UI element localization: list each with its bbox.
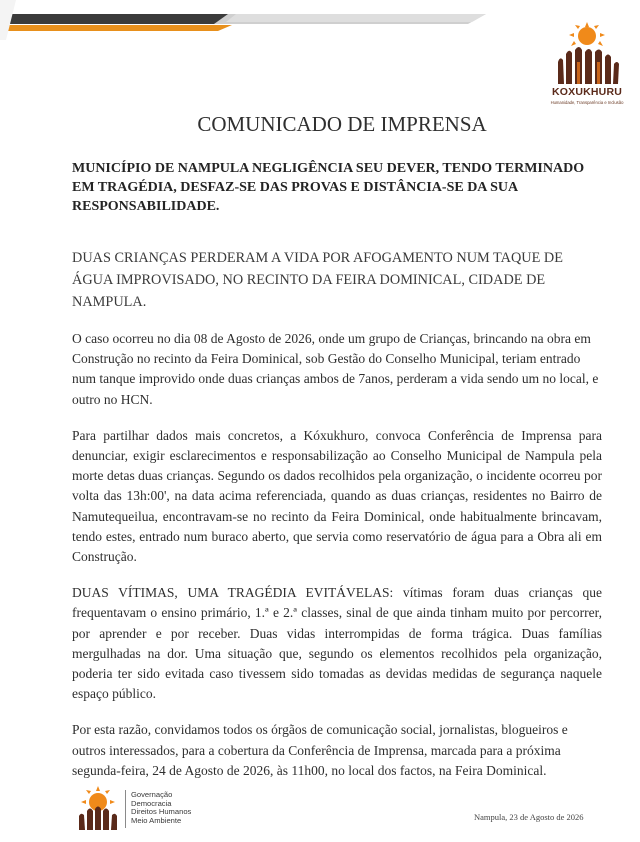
footer-line: Meio Ambiente [131,815,182,825]
org-tagline: Humanidade, Transparência e Inclusão [550,100,624,105]
paragraph-1: O caso ocorreu no dia 08 de Agosto de 2026, onde um grupo de Crianças, brincando na obra em Construção no recinto da Feira Dominical, sob Gestão do Conselho Municipal, teriam entrado num tanque improvido onde duas crianças ambos de 7anos, perderam a vida sendo um no local, e outro no HCN. [72,331,599,407]
header-stripes [0,0,640,40]
footer-line: Governação [131,790,173,799]
page-title: COMUNICADO DE IMPRENSA [197,112,487,136]
org-name: KOXUKHURU [551,86,623,98]
footer-emblem-icon [73,784,123,832]
footer-divider [125,790,126,828]
subheadline: DUAS CRIANÇAS PERDERAM A VIDA POR AFOGAMENTO NUM TAQUE DE ÁGUA IMPROVISADO, NO RECINTO DA FEIRA DOMINICAL, CIDADE DE NAMPULA. [72,250,563,310]
paragraph-2: Para partilhar dados mais concretos, a Kóxukhuro, convoca Conferência de Imprensa para denunciar, exigir esclarecimentos e responsabilização ao Conselho Municipal de Nampula pela morte detas duas crianças. Segundo os dados recolhidos pela organização, o incidente ocorreu por volta das 13h:00', na data acima referenciada, quando as duas crianças, residentes no Bairro de Namutequeilua, encontravam-se no recinto da Feira Dominical, onde habitualmente brincavam, tendo estes, entrado num buraco aberto, que servia como reservatório de água para a Obra ali em Construção. [72,427,602,565]
footer-pillars [131,791,191,825]
footer-line: Direitos Humanos [131,807,192,817]
paragraph-4: Por esta razão, convidamos todos os órgãos de comunicação social, jornalistas, blogueiros e outros interessados, para a cobertura da Conferência de Imprensa, marcada para a próxima segunda-feira, 24 de Agosto de 2026, às 11h00, no local dos factos, na Feira Dominical. [72,722,568,778]
headline: MUNICÍPIO DE NAMPULA NEGLIGÊNCIA SEU DEVER, TENDO TERMINADO EM TRAGÉDIA, DESFAZ-SE DAS PROVAS E DISTÂNCIA-SE DA SUA RESPONSABILIDADE. [72,161,585,214]
footer-line: Democracia [131,798,172,808]
place-date: Nampula, 23 de Agosto de 2026 [474,812,584,822]
paragraph-3: DUAS VÍTIMAS, UMA TRAGÉDIA EVITÁVELAS: vítimas foram duas crianças que frequentavam o ensino primário, 1.ª e 2.ª classes, sinal de que ainda tinham muito por percorrer, por aprender e por receber. Duas vidas interrompidas de forma trágica. Duas famílias mergulhadas na dor. Uma situação que, segundo os elementos recolhidos pela organização, poderia ter sido evitada caso tivessem sido tomadas as devidas medidas de segurança naquele espaço público. [72,585,602,702]
sun-hands-icon [548,22,626,86]
koxukhuru-logo [548,22,626,112]
press-release-body [72,112,602,797]
